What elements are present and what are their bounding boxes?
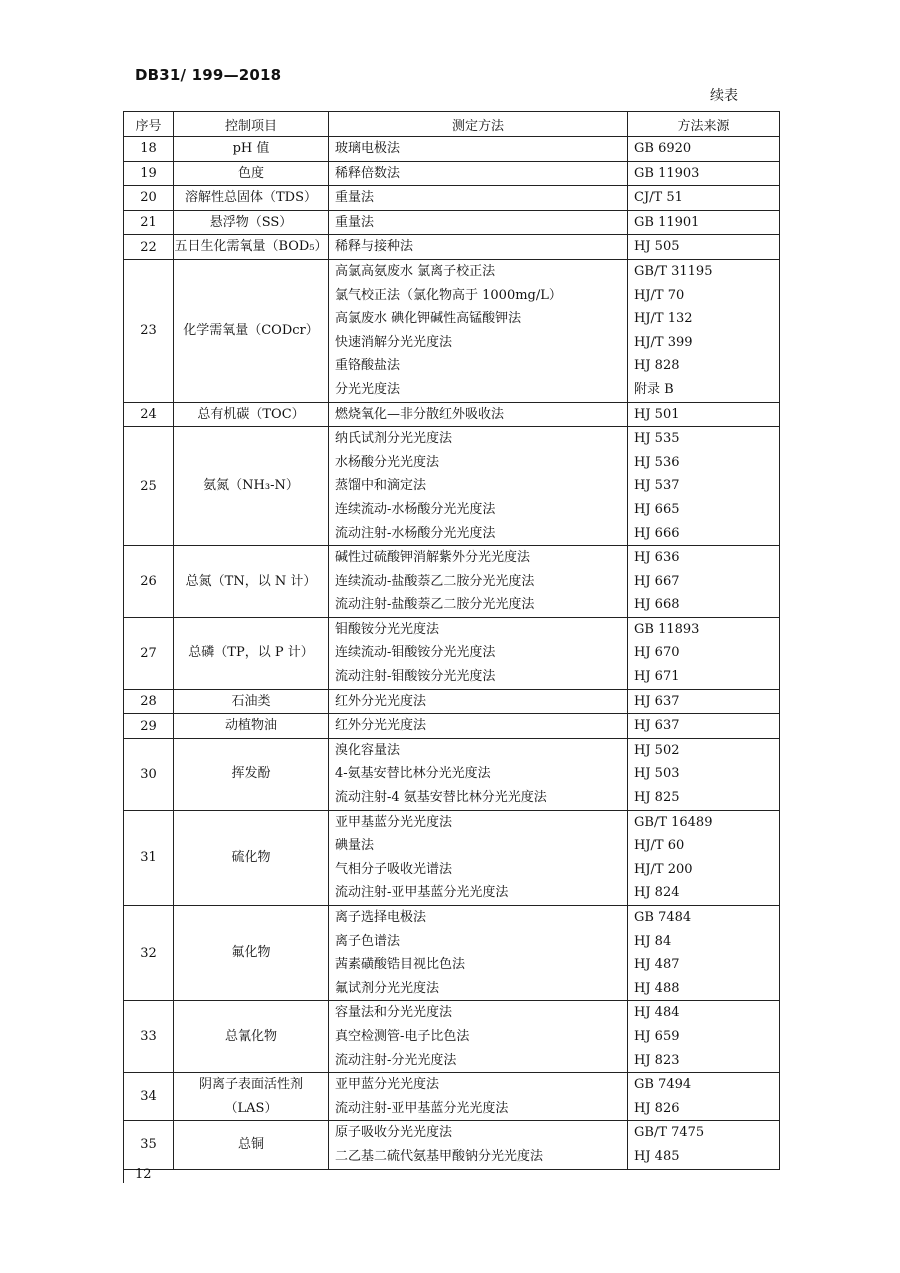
row-seq: 19 [124,161,174,186]
method-line: 亚甲基蓝分光光度法 [335,814,453,830]
method-line: 气相分子吸收光谱法 [335,861,453,877]
source-line: HJ/T 200 [634,861,693,877]
source-line: HJ/T 70 [634,287,685,303]
row-sources [628,402,780,427]
method-line: 流动注射-亚甲基蓝分光光度法 [335,1100,509,1116]
method-line: 稀释与接种法 [335,239,414,255]
row-item [174,1073,329,1121]
item-line: 总氮（TN，以 N 计） [185,573,317,589]
item-line: 化学需氧量（CODcr） [183,322,319,338]
header-item: 控制项目 [174,112,329,137]
item-line: 悬浮物（SS） [209,214,293,230]
row-seq: 31 [124,810,174,905]
method-line: 蒸馏中和滴定法 [335,478,427,494]
source-line: CJ/T 51 [634,190,683,206]
table-row [124,210,780,235]
row-sources [628,689,780,714]
item-line: 氨氮（NH₃-N） [203,478,299,494]
source-line: HJ 84 [634,933,672,949]
table-row [124,137,780,162]
row-sources [628,161,780,186]
method-line: 流动注射-4 氨基安替比林分光光度法 [335,790,547,806]
row-methods [329,617,628,689]
row-item [174,546,329,618]
method-line: 重铬酸盐法 [335,358,401,374]
table-row [124,810,780,905]
method-line: 碱性过硫酸钾消解紫外分光光度法 [335,550,531,566]
method-line: 流动注射-分光光度法 [335,1052,457,1068]
source-line: GB 7484 [634,910,692,925]
table-row [124,1121,780,1169]
row-item [174,1121,329,1169]
header-method: 测定方法 [329,112,628,137]
source-line: HJ 536 [634,454,680,470]
row-seq: 28 [124,689,174,714]
table-row [124,714,780,739]
table-row [124,738,780,810]
method-line: 真空检测管-电子比色法 [335,1028,470,1044]
method-line: 流动注射-水杨酸分光光度法 [335,525,496,541]
source-line: HJ 484 [634,1005,680,1021]
source-line: HJ 485 [634,1148,680,1164]
row-methods [329,810,628,905]
method-line: 红外分光光度法 [335,693,427,709]
page-number: 12 [135,1167,152,1182]
row-seq: 18 [124,137,174,162]
method-line: 重量法 [335,214,375,230]
source-line: HJ/T 132 [634,311,693,327]
table-row [124,617,780,689]
method-line: 流动注射-钼酸铵分光光度法 [335,669,496,685]
source-line: HJ 502 [634,742,680,758]
row-sources [628,259,780,402]
source-line: HJ 537 [634,478,680,494]
table-body [124,137,780,1170]
row-item [174,427,329,546]
method-line: 二乙基二硫代氨基甲酸钠分光光度法 [335,1148,544,1164]
row-methods [329,210,628,235]
method-line: 玻璃电极法 [335,141,401,156]
row-seq: 27 [124,617,174,689]
row-seq: 35 [124,1121,174,1169]
method-line: 稀释倍数法 [335,165,401,181]
table-row [124,259,780,402]
source-line: HJ 668 [634,597,680,613]
row-methods [329,1001,628,1073]
source-line: GB/T 16489 [634,814,713,830]
continued-label: 续表 [710,88,738,104]
row-seq: 25 [124,427,174,546]
table-row [124,186,780,211]
item-line: 总磷（TP，以 P 计） [188,645,314,661]
source-line: GB 11893 [634,621,700,637]
source-line: HJ 659 [634,1028,680,1044]
method-line: 流动注射-盐酸萘乙二胺分光光度法 [335,597,535,613]
row-sources [628,1073,780,1121]
method-line: 钼酸铵分光光度法 [335,621,440,637]
source-line: HJ 670 [634,645,680,661]
row-item [174,617,329,689]
source-line: HJ 667 [634,573,680,589]
table-row [124,1073,780,1121]
table-row [124,906,780,1001]
source-line: GB/T 31195 [634,263,713,279]
row-sources [628,546,780,618]
table-row [124,689,780,714]
header-source: 方法来源 [628,112,780,137]
item-line: （LAS） [224,1100,278,1116]
source-line: HJ 501 [634,406,680,422]
table-row [124,427,780,546]
method-line: 连续流动-钼酸铵分光光度法 [335,645,496,661]
method-line: 流动注射-亚甲基蓝分光光度法 [335,885,509,901]
source-line: HJ 488 [634,980,680,996]
item-line: 总有机碳（TOC） [197,406,305,422]
source-line: GB 11901 [634,214,700,230]
row-sources [628,617,780,689]
row-methods [329,186,628,211]
row-seq: 24 [124,402,174,427]
row-sources [628,906,780,1001]
source-line: HJ 487 [634,957,680,973]
method-line: 高氯废水 碘化钾碱性高锰酸钾法 [335,311,522,327]
source-line: HJ 823 [634,1052,680,1068]
row-item [174,186,329,211]
source-line: HJ 671 [634,669,680,685]
row-item [174,714,329,739]
source-line: HJ 505 [634,239,680,255]
row-item [174,906,329,1001]
row-sources [628,210,780,235]
row-methods [329,906,628,1001]
source-line: HJ 535 [634,431,680,447]
row-methods [329,689,628,714]
item-line: 氟化物 [231,945,271,961]
method-line: 纳氏试剂分光光度法 [335,431,453,447]
method-line: 4-氨基安替比林分光光度法 [335,766,491,782]
row-seq: 22 [124,235,174,260]
row-sources [628,810,780,905]
row-item [174,259,329,402]
row-seq: 33 [124,1001,174,1073]
item-line: 总铜 [237,1137,264,1153]
row-seq: 34 [124,1073,174,1121]
source-line: HJ 637 [634,718,680,734]
item-line: 五日生化需氧量（BOD₅） [174,239,328,255]
row-seq: 29 [124,714,174,739]
table-row [124,1001,780,1073]
item-line: 阴离子表面活性剂 [198,1077,303,1093]
row-item [174,1001,329,1073]
item-line: pH 值 [232,141,270,156]
row-methods [329,1121,628,1169]
row-sources [628,427,780,546]
row-methods [329,546,628,618]
row-methods [329,137,628,162]
item-line: 溶解性总固体（TDS） [185,190,317,206]
table-row [124,235,780,260]
row-item [174,402,329,427]
item-line: 挥发酚 [231,766,271,782]
method-line: 分光光度法 [335,381,401,397]
source-line: HJ 665 [634,501,680,517]
row-methods [329,738,628,810]
header-seq: 序号 [124,112,174,137]
method-line: 氟试剂分光光度法 [335,980,440,996]
row-sources [628,235,780,260]
row-sources [628,714,780,739]
source-line: 附录 B [634,381,674,397]
row-sources [628,1001,780,1073]
row-seq: 21 [124,210,174,235]
method-line: 容量法和分光光度法 [335,1005,453,1021]
source-line: GB 11903 [634,165,700,181]
source-line: HJ 825 [634,790,680,806]
item-line: 总氰化物 [224,1028,277,1044]
item-line: 硫化物 [231,850,271,866]
footer-rule [123,1163,124,1183]
row-item [174,738,329,810]
row-sources [628,1121,780,1169]
row-item [174,161,329,186]
standards-table [123,111,780,1170]
document-code: DB31/ 199—2018 [135,66,282,84]
source-line: HJ 636 [634,550,680,566]
row-methods [329,161,628,186]
row-seq: 30 [124,738,174,810]
table-header-row [124,112,780,137]
item-line: 石油类 [231,693,271,709]
table-row [124,402,780,427]
source-line: GB 6920 [634,141,692,156]
source-line: GB/T 7475 [634,1125,705,1141]
row-sources [628,137,780,162]
row-seq: 26 [124,546,174,618]
source-line: HJ 666 [634,525,680,541]
table-row [124,546,780,618]
method-line: 红外分光光度法 [335,718,427,734]
source-line: HJ 824 [634,885,680,901]
method-line: 亚甲蓝分光光度法 [335,1077,440,1093]
row-seq: 32 [124,906,174,1001]
method-line: 溴化容量法 [335,742,401,758]
row-methods [329,1073,628,1121]
source-line: HJ 826 [634,1100,680,1116]
source-line: HJ 637 [634,693,680,709]
method-line: 离子选择电极法 [335,910,427,925]
table-row [124,161,780,186]
row-item [174,137,329,162]
row-methods [329,259,628,402]
method-line: 连续流动-水杨酸分光光度法 [335,501,496,517]
method-line: 水杨酸分光光度法 [335,454,440,470]
item-line: 动植物油 [224,718,277,734]
method-line: 离子色谱法 [335,933,401,949]
method-line: 茜素磺酸锆目视比色法 [335,957,466,973]
source-line: HJ 503 [634,766,680,782]
row-seq: 20 [124,186,174,211]
method-line: 氯气校正法（氯化物高于 1000mg/L） [335,287,562,303]
method-line: 原子吸收分光光度法 [335,1125,453,1141]
row-seq: 23 [124,259,174,402]
row-item [174,810,329,905]
row-methods [329,402,628,427]
row-item [174,689,329,714]
method-line: 重量法 [335,190,375,206]
source-line: HJ 828 [634,358,680,374]
row-methods [329,235,628,260]
row-methods [329,714,628,739]
source-line: HJ/T 60 [634,838,685,854]
source-line: GB 7494 [634,1077,692,1093]
item-line: 色度 [237,165,264,181]
row-methods [329,427,628,546]
row-item [174,210,329,235]
method-line: 碘量法 [335,838,375,854]
row-sources [628,738,780,810]
method-line: 燃烧氧化—非分散红外吸收法 [335,406,505,422]
row-sources [628,186,780,211]
source-line: HJ/T 399 [634,334,693,350]
method-line: 快速消解分光光度法 [335,334,453,350]
method-line: 连续流动-盐酸萘乙二胺分光光度法 [335,573,535,589]
row-item [174,235,329,260]
method-line: 高氯高氨废水 氯离子校正法 [335,263,496,279]
